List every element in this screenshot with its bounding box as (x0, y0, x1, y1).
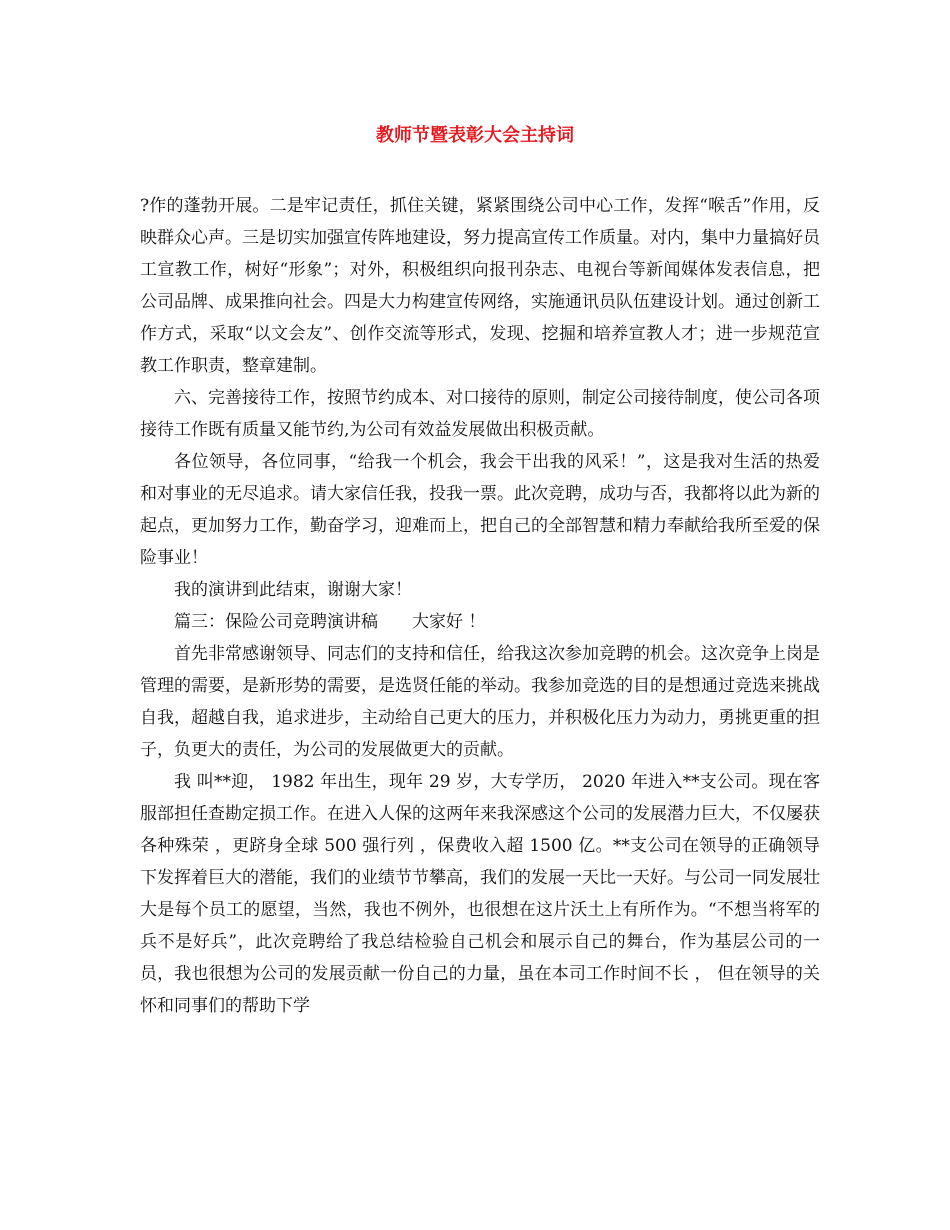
paragraph-thanks: 首先非常感谢领导、同志们的支持和信任，给我这次参加竞聘的机会。这次竞争上岗是管理的需要，是新形势的需要，是选贤任能的举动。我参加竞选的目的是想通过竞选来挑战自我，超越自我，追求进步，主动给自己更大的压力，并积极化压力为动力，勇挑更重的担子，负更大的责任，为公司的发展做更大的贡献。 (140, 644, 820, 760)
paragraph-appeal: 各位领导，各位同事，“给我一个机会，我会干出我的风采！”，这是我对生活的热爱和对事业的无尽追求。请大家信任我，投我一票。此次竞聘，成功与否，我都将以此为新的起点，更加努力工作，勤奋学习，迎难而上，把自己的全部智慧和精力奉献给我所至爱的保险事业！ (140, 452, 820, 568)
document-title: 教师节暨表彰大会主持词 (376, 125, 574, 146)
paragraph-reception: 六、完善接待工作，按照节约成本、对口接待的原则，制定公司接待制度，使公司各项接待工作既有质量又能节约,为公司有效益发展做出积极贡献。 (140, 388, 820, 440)
document-body (140, 190, 820, 1022)
paragraph-continuation: ?作的蓬勃开展。二是牢记责任，抓住关键，紧紧围绕公司中心工作，发挥“喉舌”作用，反映群众心声。三是切实加强宣传阵地建设，努力提高宣传工作质量。对内，集中力量搞好员工宣教工作，树好“形象”；对外，积极组织向报刊杂志、电视台等新闻媒体发表信息，把公司品牌、成果推向社会。四是大力构建宣传网络，实施通讯员队伍建设计划。通过创新工作方式，采取“以文会友”、创作交流等形式，发现、挖掘和培养宣教人才；进一步规范宣教工作职责，整章建制。 (140, 196, 820, 376)
paragraph-section-heading: 篇三：保险公司竞聘演讲稿 大家好 ！ (174, 612, 486, 632)
paragraph-introduction: 我 叫**迎， 1982 年出生，现年 29 岁，大专学历， 2020 年进入**支公司。现在客服部担任查勘定损工作。在进入人保的这两年来我深感这个公司的发展潜力巨大，不仅屡获各种殊荣 ，更跻身全球 500 强行列 ，保费收入超 1500 亿。**支公司在领导的正确领导下发挥着巨大的潜能，我们的业绩节节攀高，我们的发展一天比一天好。与公司一同发展壮大是每个员工的愿望，当然，我也不例外，也很想在这片沃土上有所作为。“不想当将军的兵不是好兵”，此次竞聘给了我总结检验自己机会和展示自己的舞台，作为基层公司的一员，我也很想为公司的发展贡献一份自己的力量，虽在本司工作时间不长 ， 但在领导的关怀和同事们的帮助下学 (140, 772, 820, 1016)
paragraph-closing: 我的演讲到此结束，谢谢大家！ (174, 580, 412, 600)
